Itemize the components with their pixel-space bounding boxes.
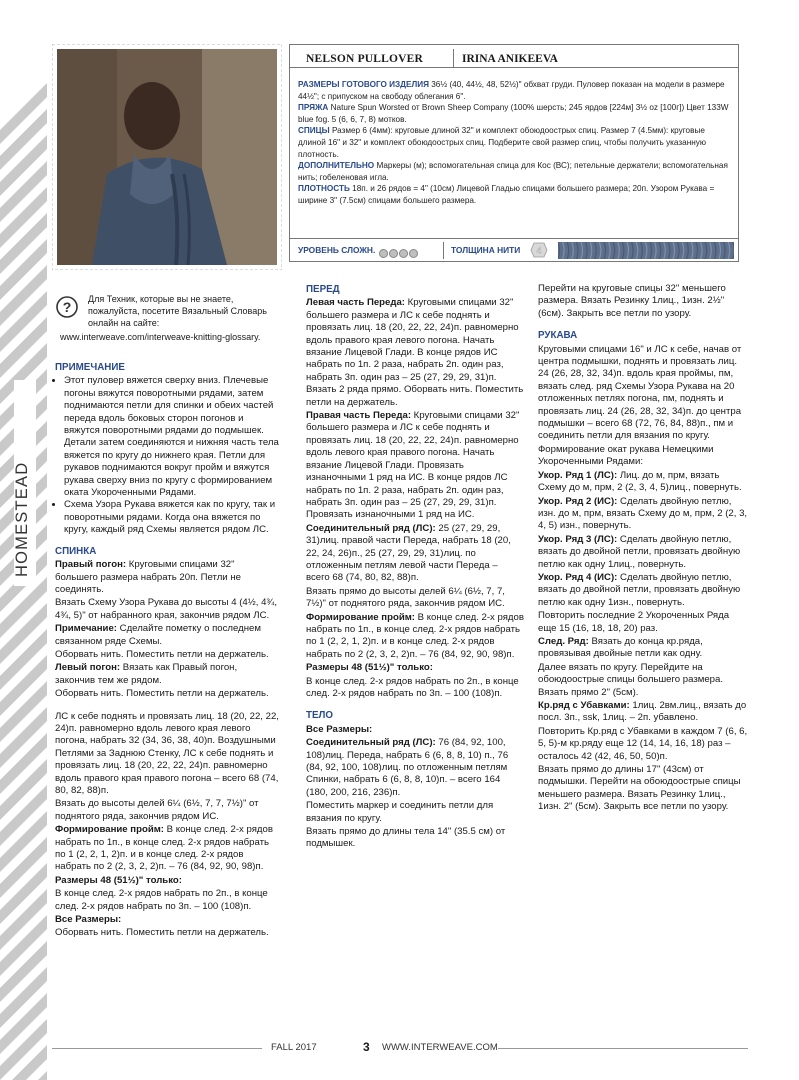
paragraph: Кр.ряд с Убавками: 1лиц. 2вм.лиц., вязать до посл. 3п., ssk, 1лиц. – 2п. убавлено. xyxy=(538,700,747,724)
paragraph: Вязать прямо до высоты делей 6¼ (6½, 7, 7, 7½)" от поднятого ряда, закончив рядом ИС. xyxy=(306,585,505,610)
paragraph: Соединительный ряд (ЛС): 25 (27, 29, 29, 31)лиц. правой части Переда, набрать 18 (20, 22, 24, 26)п., 25 (27, 29, 29, 31)лиц. по отложенным петлям левой части Переда – всего 68 (74, 80, 82, 88)п. xyxy=(306,522,511,584)
paragraph: Все Размеры: xyxy=(55,914,122,926)
spec-sizes: РАЗМЕРЫ ГОТОВОГО ИЗДЕЛИЯ 36½ (40, 44½, 48, 52½)" обхват груди. Пуловер показан на модели в размере 44½"; с припуском на свободу облегания 6". xyxy=(298,80,725,101)
skill-dot xyxy=(409,249,418,258)
svg-text:?: ? xyxy=(62,299,72,315)
yarn-weight-icon xyxy=(530,242,548,258)
footer-rule xyxy=(52,1048,262,1049)
spec-block xyxy=(298,79,730,207)
column-back xyxy=(55,362,279,941)
paragraph: Укор. Ряд 2 (ИС): Сделать двойную петлю, изн. до м, прм, вязать Схему до м, прм, 2 (2, 3, 4, 5) изн., повернуть. xyxy=(538,495,748,532)
skill-level-indicator xyxy=(379,245,419,263)
paragraph: Левая часть Переда: Круговыми спицами 32" большего размера и ЛС к себе поднять и провязать лиц. 18 (20, 22, 22, 24)п. равномерно вдоль правого края левого погона. Начать вязание Лицевой Глади. В конце рядов ИС набрать по 1п. 2 раза, набрать 2п. один раз, набрать 3п. один раз – 25 (27, 29, 29, 31)п. Вязать 2 ряда прямо. Оборвать нить. Поместить петли на держатель. xyxy=(306,297,524,408)
model-photo xyxy=(52,44,282,270)
body-heading: ТЕЛО xyxy=(306,710,334,722)
paragraph: Формирование пройм: В конце след. 2-х рядов набрать по 1п., в конце след. 2-х рядов набрать по 1 (2, 2, 1, 2)п. и в конце след. 2-х рядов набрать по 2 (2, 3, 2, 2)п. – 76 (84, 92, 90, 98)п. xyxy=(306,611,524,660)
paragraph: Оборвать нить. Поместить петли на держатель. xyxy=(55,648,269,660)
skill-dot xyxy=(379,249,388,258)
paragraph: Левый погон: Вязать как Правый погон, закончив тем же рядом. xyxy=(55,662,238,686)
column-front xyxy=(306,284,524,852)
title-divider xyxy=(453,49,454,67)
paragraph: В конце след. 2-х рядов набрать по 2п., в конце след. 2-х рядов набрать по 3п. – 100 (108)п. xyxy=(55,888,268,912)
yarn-swatch xyxy=(558,242,734,259)
paragraph: Повторить последние 2 Укороченных Ряда еще 15 (16, 18, 18, 20) раз. xyxy=(538,610,730,634)
footer-rule xyxy=(498,1048,748,1049)
paragraph: ЛС к себе поднять и провязать лиц. 18 (20, 22, 22, 24)п. равномерно вдоль левого края левого погона, набрать 32 (34, 36, 38, 40)п. Воздушными Петлями за Заднюю Стенку, ЛС к себе поднять и провязать лиц. 18 (20, 22, 22, 24)п. равномерно вдоль правого края правого погона – всего 68 (74, 80, 82, 88)п. xyxy=(55,710,279,796)
paragraph: Укор. Ряд 4 (ИС): Сделать двойную петлю, вязать до двойной петли, провязать двойную петлю как одну 1изн., повернуть. xyxy=(538,571,741,608)
glossary-note: Для Техник, которые вы не знаете, пожалуйста, посетите Вязальный Словарь онлайн на сайте: xyxy=(88,294,267,328)
paragraph: Формирование пройм: В конце след. 2-х рядов набрать по 1п., в конце след. 2-х рядов набрать по 1 (2, 2, 1, 2)п. и в конце след. 2-х рядов набрать по 2 (2, 3, 2, 2)п. – 76 (84, 92, 90, 98)п. xyxy=(55,824,273,873)
info-footer xyxy=(290,238,738,262)
paragraph: Все Размеры: xyxy=(306,723,373,735)
column-sleeves xyxy=(538,283,750,815)
glossary-link[interactable]: www.interweave.com/interweave-knitting-glossary. xyxy=(60,332,261,342)
designer-name: IRINA ANIKEEVA xyxy=(462,53,558,65)
paragraph: Круговыми спицами 16" и ЛС к себе, начав от центра подмышки, поднять и провязать лиц. 24 (26, 28, 32, 34)п. вдоль края проймы, пм, вязать след. ряд Схемы Узора Рукава на 20 отложенных петлях погона, пм, поднять и провязать лиц. 24 (26, 28, 32, 34)п. до центра подмышки – всего 68 (72, 76, 84, 88)п., пм и соединить петли для вязания по кругу. xyxy=(538,343,742,442)
note-list xyxy=(55,375,279,536)
paragraph: Вязать прямо до длины тела 14" (35.5 см) от подмышек. xyxy=(306,826,506,850)
paragraph: Повторить Кр.ряд с Убавками в каждом 7 (6, 6, 5, 5)-м кр.ряду еще 12 (14, 14, 16, 18) раз – осталось 42 (42, 46, 50, 50)п. xyxy=(538,725,748,762)
website-link[interactable]: WWW.INTERWEAVE.COM xyxy=(382,1042,498,1053)
spec-notions: ДОПОЛНИТЕЛЬНО Маркеры (м); вспомогательная спица для Кос (ВС); петельные держатели; вспомогательная нить; гобеленовая игла. xyxy=(298,161,728,182)
pattern-title: NELSON PULLOVER xyxy=(306,53,424,65)
yarn-weight-label: ТОЛЩИНА НИТИ xyxy=(451,245,521,255)
note-item: • Схема Узора Рукава вяжется как по кругу, так и поворотными рядами. Когда она вяжется по кругу, каждый ряд Схемы является рядом ЛС. xyxy=(64,499,279,536)
skill-label: УРОВЕНЬ СЛОЖН. xyxy=(298,245,376,255)
paragraph: В конце след. 2-х рядов набрать по 2п., в конце след. 2-х рядов набрать по 3п. – 100 (108)п. xyxy=(306,675,519,699)
page-number: 3 xyxy=(363,1040,370,1054)
title-row xyxy=(290,45,738,68)
paragraph: Укор. Ряд 1 (ЛС): Лиц. до м, прм, вязать Схему до м, прм, 2 (2, 3, 4, 5)лиц., повернуть. xyxy=(538,469,742,494)
spec-needles: СПИЦЫ Размер 6 (4мм): круговые длиной 32" и комплект обоюдоострых спиц. Размер 7 (4.5мм): круговые длиной 16" и 32" и комплект обоюдоострых спиц. Подберите свой размер спиц, чтобы получить указанную плотность. xyxy=(298,126,706,159)
footer-divider xyxy=(443,242,444,259)
paragraph: Укор. Ряд 3 (ЛС): Сделать двойную петлю, вязать до двойной петли, провязать двойную петлю как одну 1лиц., повернуть. xyxy=(538,533,741,570)
yarn-weight-number: 4 xyxy=(536,245,542,256)
paragraph: Вязать до высоты делей 6¼ (6½, 7, 7, 7½)" от поднятого ряда, закончив рядом ИС. xyxy=(55,798,259,822)
paragraph: Далее вязать по кругу. Перейдите на обоюдоострые спицы большего размера. Вязать прямо 2" (5см). xyxy=(538,661,724,698)
section-name: HOMESTEAD xyxy=(13,461,31,577)
skill-dot xyxy=(399,249,408,258)
paragraph: Размеры 48 (51½)" только: xyxy=(55,874,182,886)
front-heading: ПЕРЕД xyxy=(306,284,340,295)
question-icon xyxy=(56,296,78,318)
paragraph: Формирование окат рукава Немецкими Укороченными Рядами: xyxy=(538,443,714,468)
paragraph: Вязать Схему Узора Рукава до высоты 4 (4½, 4¾, 4¾, 5)" от набранного края, закончив рядом ЛС. xyxy=(55,597,278,621)
note-item: • Этот пуловер вяжется сверху вниз. Плечевые погоны вяжутся поворотными рядами, затем поднимаются петли для спинки и обеих частей переда вдоль боковых сторон погонов и вяжутся поворотными рядами до подмышек. Детали затем соединяются и нижняя часть тела вяжется по кругу до нижнего края. Петли для рукавов поднимаются вокруг пройм и вяжутся рукава сверху вниз по кругу с формированием оката Укороченными Рядами. xyxy=(64,375,279,499)
paragraph: След. Ряд: Вязать до конца кр.ряда, провязывая двойные петли как одну. xyxy=(538,635,703,660)
paragraph: Правый погон: Круговыми спицами 32" большего размера набрать 20п. Петли не соединять. xyxy=(55,559,241,595)
back-heading: СПИНКА xyxy=(55,545,97,557)
paragraph: Размеры 48 (51½)" только: xyxy=(306,662,433,674)
paragraph: Оборвать нить. Поместить петли на держатель. xyxy=(55,927,269,939)
spec-gauge: ПЛОТНОСТЬ 18п. и 26 рядов = 4" (10см) Лицевой Гладью спицами большего размера; 20п. Узором Рукава = ширине 3" (7.5см) спицами большего размера. xyxy=(298,184,715,205)
sleeves-heading: РУКАВА xyxy=(538,330,578,342)
issue-label: FALL 2017 xyxy=(271,1042,317,1053)
paragraph: Примечание: Сделайте пометку о последнем связанном ряде Схемы. xyxy=(55,623,261,647)
note-heading: ПРИМЕЧАНИЕ xyxy=(55,362,125,373)
paragraph: Оборвать нить. Поместить петли на держатель. xyxy=(55,688,269,700)
paragraph: Вязать прямо до длины 17" (43см) от подмышки. Перейти на обоюдоострые спицы меньшего размера. Вязать Резинку 1лиц., 1изн. 2" (5см). Закрыть все петли по узору. xyxy=(538,764,741,813)
paragraph: Соединительный ряд (ЛС): 76 (84, 92, 100, 108)лиц. Переда, набрать 6 (6, 8, 8, 10) п., 76 (84, 92, 100, 108)лиц. по отложенным петлям Спинки, набрать 6 (6, 8, 8, 10)п. – всего 164 (180, 200, 216, 236)п. xyxy=(306,737,509,798)
paragraph: Поместить маркер и соединить петли для вязания по кругу. xyxy=(306,800,494,824)
skill-dot xyxy=(389,249,398,258)
spec-yarn: ПРЯЖА Nature Spun Worsted от Brown Sheep Company (100% шерсть; 245 ярдов [224м] 3½ oz [100г]) Цвет 133W blue fog. 5 (6, 6, 7, 8) мотков. xyxy=(298,103,729,124)
paragraph: Перейти на круговые спицы 32" меньшего размера. Вязать Резинку 1лиц., 1изн. 2½" (6см). Закрыть все петли по узору. xyxy=(538,283,726,319)
paragraph: Правая часть Переда: Круговыми спицами 32" большего размера и ЛС к себе поднять и провязать лиц. 18 (20, 22, 22, 24)п. равномерно вдоль левого края правого погона. Начать вязание Лицевой Глади. Провязать изнаночными 1 ряд на ИС. В конце рядов ЛС набрать по 1п. 2 раза, набрать 2п. один раз, набрать 3п. один раз – 25 (27, 29, 29, 31)п. Провязать изнаночными 1 ряд на ИС. xyxy=(306,410,520,521)
pattern-info-box xyxy=(289,44,739,262)
